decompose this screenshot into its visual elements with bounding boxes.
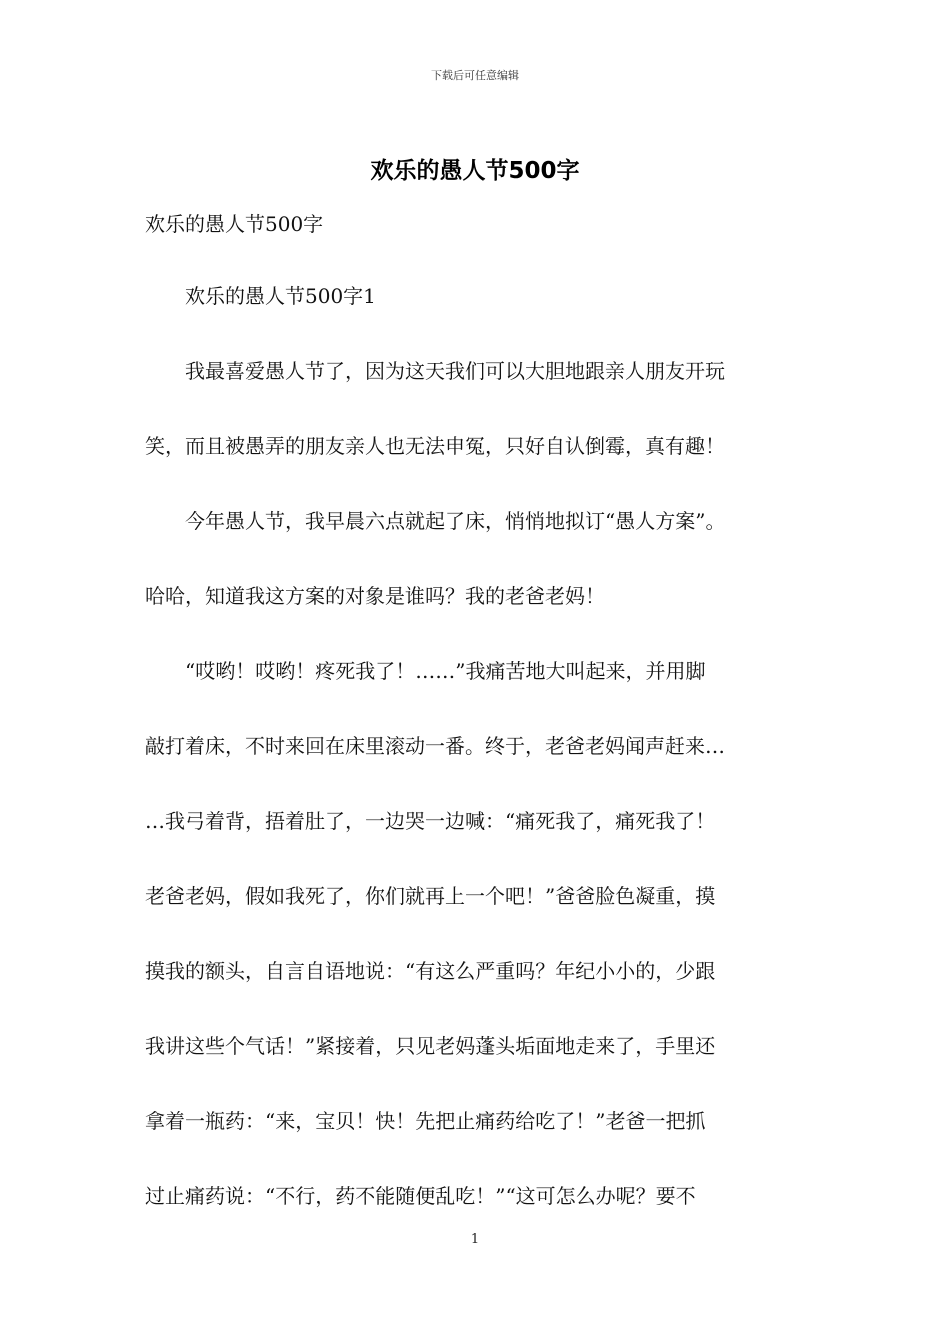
- document-subtitle: 欢乐的愚人节500字: [145, 212, 324, 236]
- text-line: 哈哈，知道我这方案的对象是谁吗？我的老爸老妈！: [145, 584, 605, 608]
- header-note: 下载后可任意编辑: [431, 69, 519, 82]
- document-title: 欢乐的愚人节500字: [370, 158, 580, 184]
- text-line: 欢乐的愚人节500字1: [145, 284, 376, 308]
- text-line: “哎哟！哎哟！疼死我了！……”我痛苦地大叫起来，并用脚: [145, 659, 706, 683]
- text-line: 我讲这些个气话！”紧接着，只见老妈蓬头垢面地走来了，手里还: [145, 1034, 716, 1058]
- body-text: [145, 259, 825, 1234]
- text-line: 今年愚人节，我早晨六点就起了床，悄悄地拟订“愚人方案”。: [145, 509, 726, 533]
- text-line: 我最喜爱愚人节了，因为这天我们可以大胆地跟亲人朋友开玩: [145, 359, 725, 383]
- page-number: 1: [470, 1232, 480, 1247]
- text-line: 老爸老妈，假如我死了，你们就再上一个吧！”爸爸脸色凝重，摸: [145, 884, 716, 908]
- text-line: …我弓着背，捂着肚了，一边哭一边喊：“痛死我了，痛死我了！: [145, 809, 716, 833]
- text-line: 笑，而且被愚弄的朋友亲人也无法申冤，只好自认倒霉，真有趣！: [145, 434, 725, 458]
- text-line: 敲打着床，不时来回在床里滚动一番。终于，老爸老妈闻声赶来…: [145, 734, 725, 758]
- text-line: 拿着一瓶药：“来，宝贝！快！先把止痛药给吃了！”老爸一把抓: [145, 1109, 706, 1133]
- text-line: 过止痛药说：“不行，药不能随便乱吃！”“这可怎么办呢？要不: [145, 1184, 696, 1208]
- text-line: 摸我的额头，自言自语地说：“有这么严重吗？年纪小小的，少跟: [145, 959, 716, 983]
